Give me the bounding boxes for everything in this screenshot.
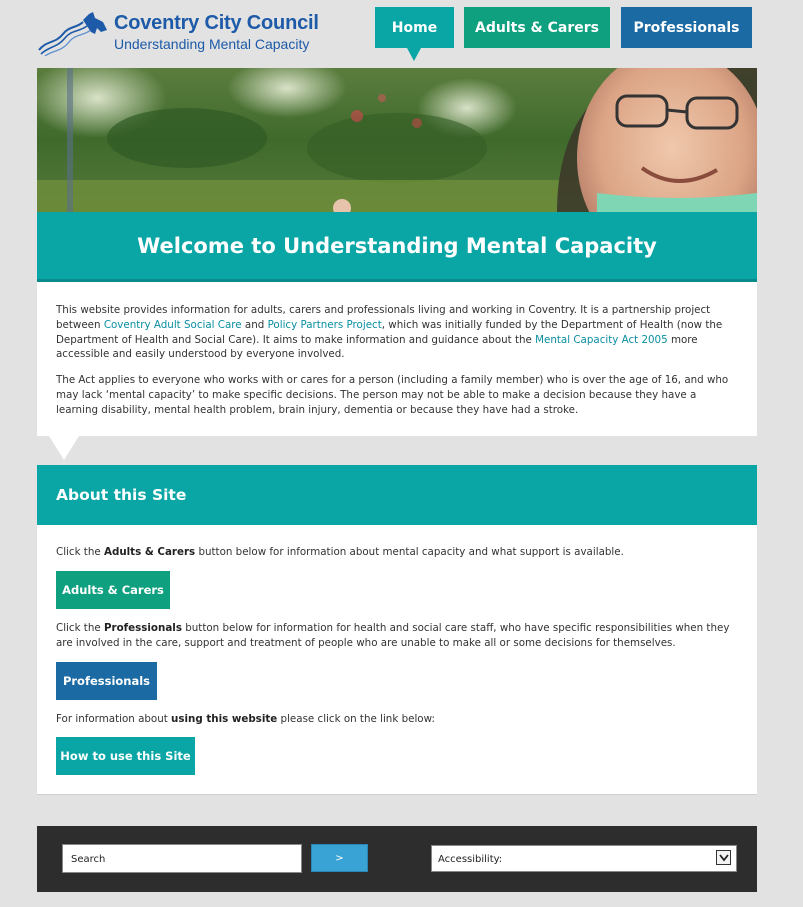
- intro-card: [37, 282, 757, 436]
- how-to-use-site-button[interactable]: How to use this Site: [56, 737, 195, 775]
- about-usage-text: [56, 712, 738, 727]
- intro-paragraph-1: [56, 303, 738, 362]
- about-text-bold: Adults & Carers: [103, 546, 196, 558]
- nav-adults-carers-button[interactable]: Adults & Carers: [464, 7, 610, 48]
- chevron-down-icon[interactable]: [716, 850, 731, 865]
- about-adults-text: [56, 545, 738, 560]
- about-section: [37, 525, 757, 795]
- accessibility-select[interactable]: [431, 845, 737, 872]
- search-input[interactable]: Search: [62, 844, 302, 873]
- policy-partners-project-link[interactable]: Policy Partners Project: [267, 318, 382, 331]
- footer-bar: [37, 826, 757, 892]
- nav-professionals-button[interactable]: Professionals: [621, 7, 752, 48]
- about-text: Click the: [56, 622, 104, 634]
- accessibility-select-value: Accessibility:: [438, 854, 503, 865]
- about-text: button below for information about mental capacity and what support is available.: [195, 546, 624, 558]
- welcome-banner: [37, 212, 757, 282]
- intro-text: , which was initially funded by the Department of Health (now the Department of Health and Social Care). It aims to make information and guidance about the: [56, 318, 723, 346]
- about-text: For information about: [56, 713, 172, 725]
- about-text: button below for information for health and social care staff, who have specific responsibilities when they are involved in the care, support and treatment of people who are unable to make all or some decisions for themselves.: [56, 622, 730, 649]
- professionals-button[interactable]: Professionals: [56, 662, 157, 700]
- site-logo[interactable]: [37, 10, 317, 58]
- intro-pointer: [49, 436, 79, 460]
- welcome-title: Welcome to Understanding Mental Capacity: [137, 233, 657, 258]
- about-text: please click on the link below:: [277, 713, 435, 725]
- about-title: About this Site: [56, 486, 187, 504]
- about-text-bold: using this website: [171, 713, 278, 725]
- nav-home-button[interactable]: Home: [375, 7, 454, 48]
- logo-title: Coventry City Council: [114, 12, 319, 34]
- coventry-adult-social-care-link[interactable]: Coventry Adult Social Care: [103, 318, 242, 331]
- intro-text: This website provides information for adults, carers and professionals living and working in Coventry. It is a partnership project between: [56, 304, 711, 331]
- about-text-bold: Professionals: [103, 622, 182, 634]
- intro-text: more accessible and easily understood by everyone involved.: [56, 333, 698, 361]
- adults-carers-button[interactable]: Adults & Carers: [56, 571, 170, 609]
- intro-text: and: [241, 318, 268, 331]
- hero-image: [37, 68, 757, 212]
- logo-subtitle: Understanding Mental Capacity: [114, 36, 310, 52]
- about-professionals-text: [56, 621, 738, 651]
- about-text: Click the: [56, 546, 104, 558]
- intro-paragraph-2: The Act applies to everyone who works with or cares for a person (including a family member) who is over the age of 16, and who may lack ‘mental capacity’ to make specific decisions. The person may not be able to make a decision because they have a learning disability, mental health problem, brain injury, dementia or because they have had a stroke.: [56, 374, 729, 416]
- mental-capacity-act-link[interactable]: Mental Capacity Act 2005: [535, 333, 668, 346]
- council-logo-icon: [37, 10, 113, 56]
- search-submit-button[interactable]: >: [311, 844, 368, 872]
- about-header: [37, 465, 757, 525]
